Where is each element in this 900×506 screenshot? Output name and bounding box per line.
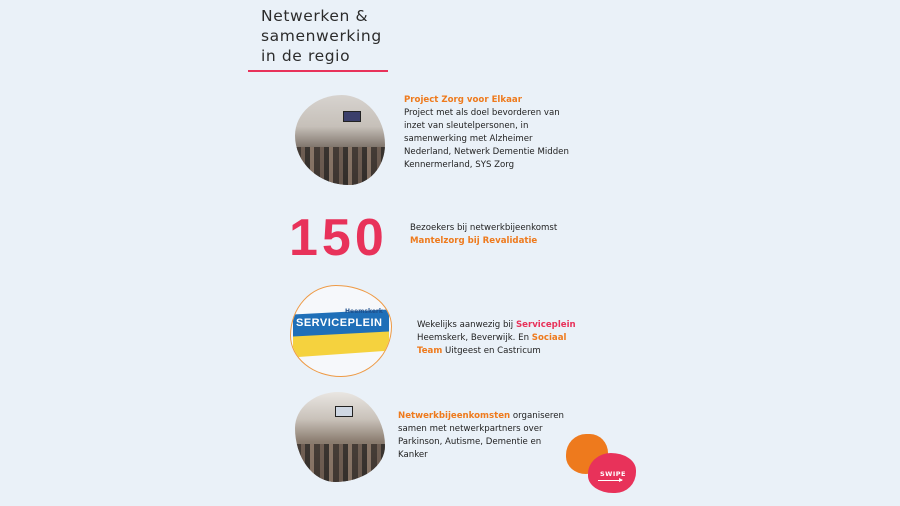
visitors-line2: Mantelzorg bij Revalidatie (410, 236, 538, 246)
serviceplein-logo-text: SERVICEPLEIN (296, 317, 383, 329)
meetings-body: organiseren samen met netwerkpartners over Parkinson, Autisme, Dementie en Kanker (398, 411, 564, 460)
sociaal-team-highlight: Sociaal Team (417, 333, 567, 356)
project-body: Project met als doel bevorderen van inzet van sleutelpersonen, in samenwerking met Alzheimer Nederland, Netwerk Dementie Midden Kennermerland, SYS Zorg (404, 108, 569, 170)
serviceplein-pre: Wekelijks aanwezig bij (417, 320, 516, 330)
meetings-text (398, 410, 566, 462)
visitors-text (410, 222, 580, 248)
serviceplein-logo (290, 285, 392, 377)
visitors-count: 150 (289, 209, 388, 267)
title-underline (248, 70, 388, 72)
project-text (404, 94, 574, 172)
project-heading: Project Zorg voor Elkaar (404, 95, 522, 105)
swipe-arrow-icon (598, 480, 622, 481)
visitors-line1: Bezoekers bij netwerkbijeenkomst (410, 223, 558, 233)
serviceplein-highlight: Serviceplein (515, 320, 576, 330)
swipe-label: SWIPE (600, 470, 626, 478)
serviceplein-text (417, 319, 582, 358)
network-meeting-photo (295, 392, 385, 482)
serviceplein-post: Uitgeest en Castricum (442, 346, 541, 356)
serviceplein-mid: Heemskerk, Beverwijk. En (417, 333, 532, 343)
meeting-photo (295, 95, 385, 185)
meetings-highlight: Netwerkbijeenkomsten (398, 411, 511, 421)
page-title: Netwerken & samenwerking in de regio (261, 7, 382, 65)
serviceplein-logo-small: Heemskerk (345, 308, 383, 315)
